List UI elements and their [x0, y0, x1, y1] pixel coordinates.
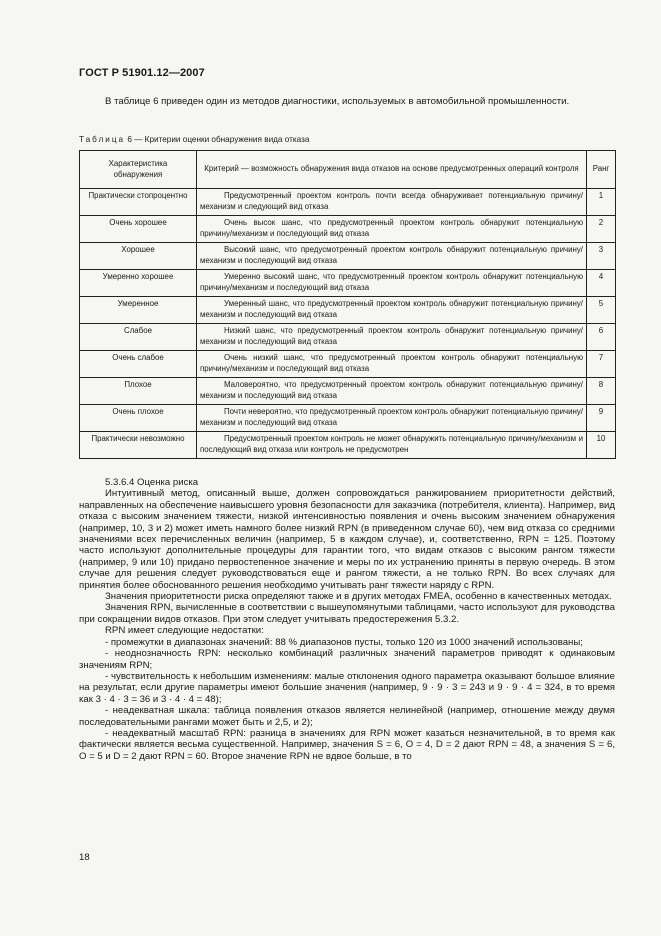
table-row — [80, 405, 616, 432]
criterion-description-cell: Предусмотренный проектом контроль не может обнаружить потенциальную причину/механизм и последующий вид отказа или контроль не предусмотрен — [197, 432, 587, 459]
detection-level-cell: Умеренное — [80, 297, 197, 324]
rank-cell: 1 — [587, 189, 616, 216]
table-row — [80, 216, 616, 243]
table-row — [80, 297, 616, 324]
rank-cell: 6 — [587, 324, 616, 351]
table-caption-word: Таблица — [79, 135, 126, 144]
criterion-description-cell: Почти невероятно, что предусмотренный проектом контроль обнаружит потенциальную причину/механизм и последующий вид отказа — [197, 405, 587, 432]
table-row — [80, 324, 616, 351]
rank-cell: 8 — [587, 378, 616, 405]
table-caption-text: 6 — Критерии оценки обнаружения вида отказа — [127, 135, 310, 144]
rank-cell: 9 — [587, 405, 616, 432]
section-heading: 5.3.6.4 Оценка риска — [105, 477, 199, 488]
criterion-description-cell: Низкий шанс, что предусмотренный проектом контроль обнаружит потенциальную причину/механизм и последующий вид отказа — [197, 324, 587, 351]
list-item: - промежутки в диапазонах значений: 88 % диапазонов пусты, только 120 из 1000 значений использованы; — [105, 636, 583, 648]
rank-cell: 4 — [587, 270, 616, 297]
detection-level-cell: Очень хорошее — [80, 216, 197, 243]
list-item: - неадекватный масштаб RPN: разница в значениях для RPN может казаться незначительной, в то время как фактически является весьма существенной. Например, значения S = 6, O = 4, D = 2 дают RPN = 48, а значения S = 6, O = 5 и D = 2 дают RPN = 60. Второе значение RPN не вдвое больше, в то — [79, 727, 615, 762]
header-rank: Ранг — [587, 151, 616, 189]
rank-cell: 10 — [587, 432, 616, 459]
rank-cell: 5 — [587, 297, 616, 324]
detection-level-cell: Очень плохое — [80, 405, 197, 432]
table-row — [80, 378, 616, 405]
risk-assessment-section — [79, 477, 615, 762]
table-row — [80, 351, 616, 378]
table-row — [80, 432, 616, 459]
table-row — [80, 270, 616, 297]
criterion-description-cell: Очень низкий шанс, что предусмотренный проектом контроль обнаружит потенциальную причину/механизм и последующий вид отказа — [197, 351, 587, 378]
criterion-description-cell: Очень высок шанс, что предусмотренный проектом контроль обнаружит потенциальную причину/механизм и последующий вид отказа — [197, 216, 587, 243]
list-item: - чувствительность к небольшим изменениям: малые отклонения одного параметра оказывают большое влияние на результат, если другие параметры имеют большие значения (например, 9 · 9 · 3 = 243 и 9 · 9 · 4 = 324, в то время как 3 · 4 · 3 = 36 и 3 · 4 · 4 = 48); — [79, 670, 615, 705]
detection-level-cell: Умеренно хорошее — [80, 270, 197, 297]
detection-level-cell: Слабое — [80, 324, 197, 351]
paragraph: Интуитивный метод, описанный выше, должен сопровождаться ранжированием приоритетности действий, направленных на обеспечение наивысшего уровня безопасности для заказчика (потребителя, клиента). Например, вид отказа с высоким значением тяжести, низкой интенсивностью появления и очень высоким значением обнаружения (например, 10, 3 и 2) может иметь намного более низкий RPN (в приведенном случае 60), чем вид отказа со средними значениями всех перечисленных величин (например, 5 в каждом случае), и, соответственно, RPN = 125. Поэтому часто используют дополнительные процедуры для гарантии того, что видам отказов с высоким рангом тяжести (например, 9 или 10) придано первостепенное значение и меры по их устранению приняты в первую очередь. В этом случае для решения следует руководствоваться еще и рангом тяжести, а не только RPN. Во всех случаях для принятия более обоснованного решения необходимо учитывать ранг тяжести наряду с RPN. — [79, 488, 615, 591]
intro-paragraph: В таблице 6 приведен один из методов диагностики, используемых в автомобильной промышленности. — [105, 96, 570, 107]
criterion-description-cell: Маловероятно, что предусмотренный проектом контроль обнаружит потенциальную причину/механизм и последующий вид отказа — [197, 378, 587, 405]
table-row — [80, 189, 616, 216]
list-item: - неадекватная шкала: таблица появления отказов является нелинейной (например, отношение между двумя последовательными рангами может быть и 2,5, и 2); — [79, 705, 615, 728]
header-criterion: Критерий — возможность обнаружения вида отказов на основе предусмотренных операций контроля — [197, 151, 587, 189]
table-header-row — [80, 151, 616, 189]
paragraph: RPN имеет следующие недостатки: — [105, 625, 264, 637]
criterion-description-cell: Умеренно высокий шанс, что предусмотренный проектом контроль обнаружит потенциальную причину/механизм и последующий вид отказа — [197, 270, 587, 297]
criterion-description-cell: Высокий шанс, что предусмотренный проектом контроль обнаружит потенциальную причину/механизм и последующий вид отказа — [197, 243, 587, 270]
rank-cell: 3 — [587, 243, 616, 270]
detection-level-cell: Очень слабое — [80, 351, 197, 378]
list-item: - неоднозначность RPN: несколько комбинаций различных значений параметров приводят к одинаковым значениям RPN; — [79, 648, 615, 671]
table-caption — [79, 135, 309, 144]
detection-level-cell: Практически невозможно — [80, 432, 197, 459]
paragraph: Значения приоритетности риска определяют также и в других методах FMEA, особенно в качественных методах. — [105, 591, 612, 603]
paragraph: Значения RPN, вычисленные в соответствии с вышеупомянутыми таблицами, часто используют для руководства при сокращении видов отказов. При этом следует учитывать предостережения 5.3.2. — [79, 602, 615, 625]
detection-criteria-table — [79, 150, 616, 459]
criterion-description-cell: Предусмотренный проектом контроль почти всегда обнаруживает потенциальную причину/механизм и следующий вид отказа — [197, 189, 587, 216]
rank-cell: 2 — [587, 216, 616, 243]
criterion-description-cell: Умеренный шанс, что предусмотренный проектом контроль обнаружит потенциальную причину/механизм и последующий вид отказа — [197, 297, 587, 324]
table-body — [80, 189, 616, 459]
document-code: ГОСТ Р 51901.12—2007 — [79, 67, 205, 79]
rank-cell: 7 — [587, 351, 616, 378]
table-row — [80, 243, 616, 270]
detection-level-cell: Плохое — [80, 378, 197, 405]
header-detection: Характеристика обнаружения — [80, 151, 197, 189]
detection-level-cell: Практически стопроцентно — [80, 189, 197, 216]
page-number: 18 — [79, 852, 90, 863]
detection-level-cell: Хорошее — [80, 243, 197, 270]
